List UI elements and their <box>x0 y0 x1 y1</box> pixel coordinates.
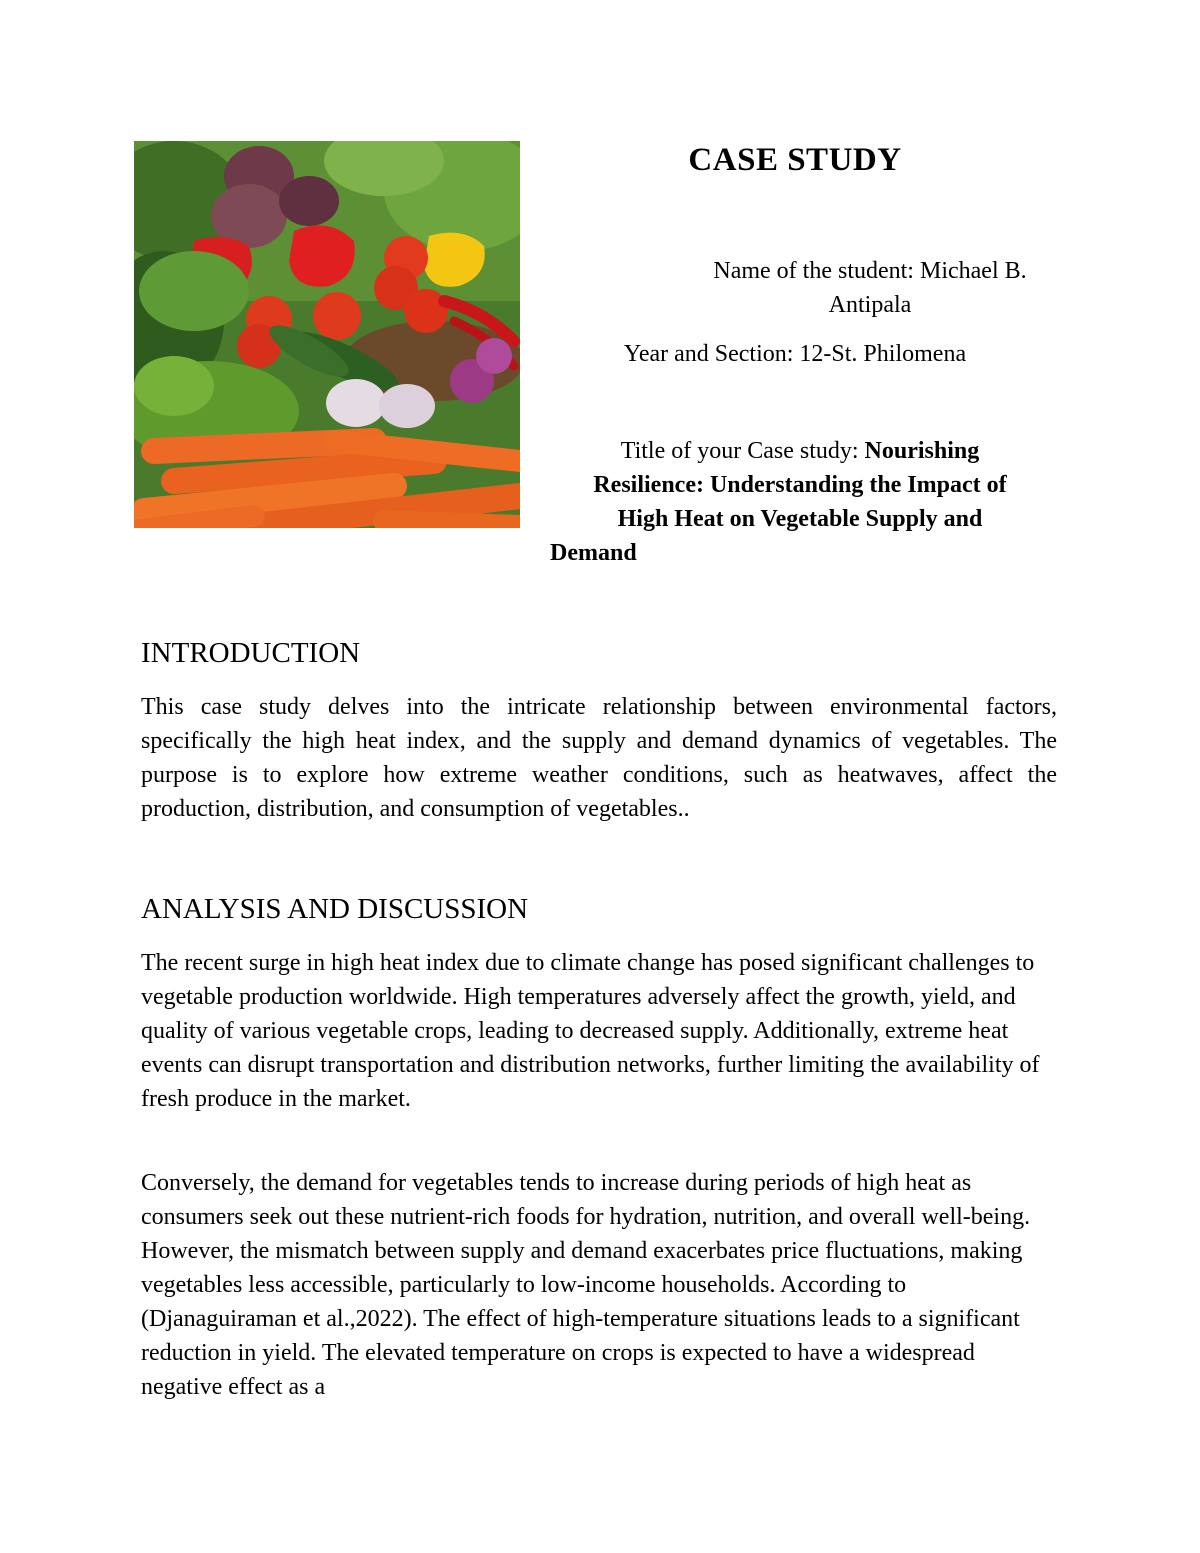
page-title: CASE STUDY <box>688 142 902 178</box>
introduction-heading: INTRODUCTION <box>141 637 361 669</box>
student-name-line-2: Antipala <box>828 292 912 318</box>
case-title-line-2 <box>550 468 1050 502</box>
case-title-line-3 <box>550 502 1050 536</box>
case-title-bold-1: Nourishing <box>864 438 980 464</box>
case-title-line-4 <box>550 536 1050 570</box>
case-title-bold-4: Demand <box>550 540 637 566</box>
student-name-line-1: Name of the student: Michael B. <box>713 258 1027 284</box>
student-name <box>660 254 1080 322</box>
analysis-paragraph-1: The recent surge in high heat index due to climate change has posed significant challenges to vegetable production worldwide. High temperatures adversely affect the growth, yield, and quality of various vegetable crops, leading to decreased supply. Additionally, extreme heat events can disrupt transportation and distribution networks, further limiting the availability of fresh produce in the market. <box>141 950 1040 1112</box>
case-study-title <box>550 434 1050 570</box>
case-title-line-1 <box>550 434 1050 468</box>
vegetables-photo <box>134 141 520 528</box>
case-title-label: Title of your Case study: <box>620 438 865 464</box>
analysis-paragraph-2: Conversely, the demand for vegetables tends to increase during periods of high heat as consumers seek out these nutrient-rich foods for hydration, nutrition, and overall well-being. However, the mismatch between supply and demand exacerbates price fluctuations, making vegetables less accessible, particularly to low-income households. According to (Djanaguiraman et al.,2022). The effect of high-temperature situations leads to a significant reduction in yield. The elevated temperature on crops is expected to have a widespread negative effect as a <box>141 1170 1031 1400</box>
case-title-bold-2: Resilience: Understanding the Impact of <box>593 472 1007 498</box>
analysis-heading: ANALYSIS AND DISCUSSION <box>141 893 529 925</box>
case-title-bold-3: High Heat on Vegetable Supply and <box>617 506 983 532</box>
introduction-text: This case study delves into the intricate relationship between environmental factors, specifically the high heat index, and the supply and demand dynamics of vegetables. The purpose is to explore how extreme weather conditions, such as heatwaves, affect the production, distribution, and consumption of vegetables.. <box>141 694 1057 822</box>
year-section: Year and Section: 12-St. Philomena <box>623 341 967 367</box>
